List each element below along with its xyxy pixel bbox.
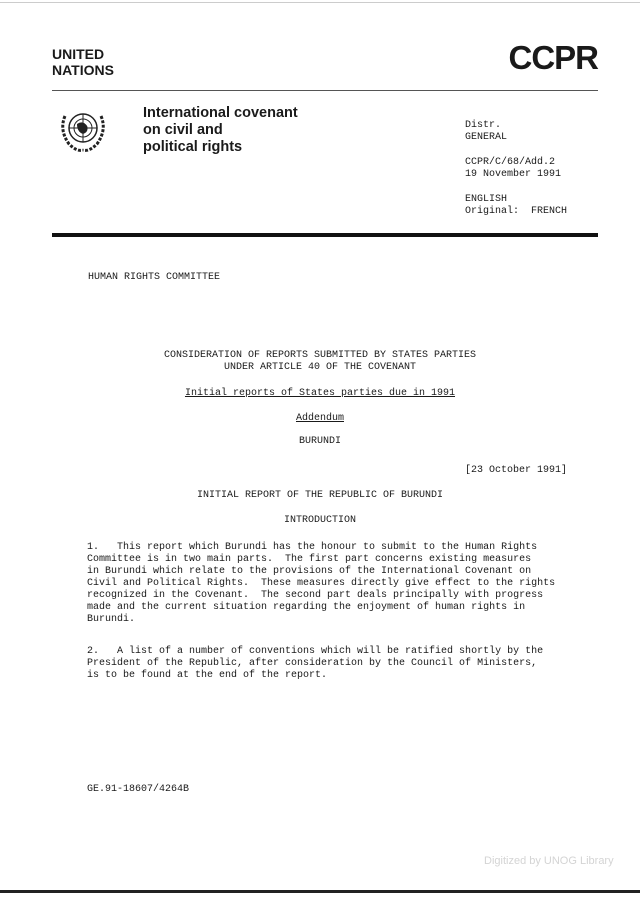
job-number: GE.91-18607/4264B [87, 784, 190, 795]
report-date: [23 October 1991] [465, 465, 568, 476]
main-heading [0, 350, 640, 374]
paragraph-2 [87, 646, 543, 682]
section-heading: INTRODUCTION [283, 515, 356, 526]
divider [52, 90, 598, 91]
text-line: Civil and Political Rights. These measures directly give effect to the rights [87, 578, 556, 589]
covenant-title [143, 105, 298, 156]
distribution-block [465, 120, 567, 218]
document-date: 19 November 1991 [465, 169, 562, 180]
subheading-text: Initial reports of States parties due in 1991 [184, 388, 456, 399]
addendum-text: Addendum [295, 413, 344, 424]
bottom-edge [0, 890, 640, 893]
distr-label: Distr. [465, 120, 502, 131]
report-title: INITIAL REPORT OF THE REPUBLIC OF BURUNDI [196, 490, 444, 501]
distr-value: GENERAL [465, 132, 508, 143]
text-line: Burundi. [87, 614, 136, 625]
org-line-1: UNITED [52, 46, 105, 62]
un-emblem-icon [55, 104, 111, 161]
language: ENGLISH [465, 194, 508, 205]
original-language: Original: FRENCH [465, 206, 568, 217]
spacer [465, 181, 567, 194]
text-line: is to be found at the end of the report. [87, 670, 328, 681]
text-line: Committee is in two main parts. The first part concerns existing measures [87, 554, 532, 565]
spacer [465, 144, 567, 157]
title-line: political rights [143, 139, 243, 155]
country: BURUNDI [298, 436, 341, 447]
watermark: Digitized by UNOG Library [484, 855, 614, 867]
document-number: CCPR/C/68/Add.2 [465, 157, 556, 168]
org-name [52, 46, 114, 78]
title-line: on civil and [143, 122, 223, 138]
text-line: 1. This report which Burundi has the honour to submit to the Human Rights [87, 542, 538, 553]
text-line: made and the current situation regarding the enjoyment of human rights in [87, 602, 526, 613]
addendum [0, 413, 640, 425]
top-edge [0, 2, 640, 3]
paragraph-1 [87, 542, 555, 626]
document-symbol: CCPR [508, 39, 598, 76]
heading-line: CONSIDERATION OF REPORTS SUBMITTED BY STATES PARTIES [163, 350, 477, 361]
text-line: in Burundi which relate to the provisions of the International Covenant on [87, 566, 532, 577]
header-rule [52, 233, 598, 237]
subheading [0, 388, 640, 400]
text-line: 2. A list of a number of conventions which will be ratified shortly by the [87, 646, 544, 657]
committee-name: HUMAN RIGHTS COMMITTEE [88, 272, 221, 283]
title-line: International covenant [143, 105, 298, 121]
org-line-2: NATIONS [52, 62, 114, 78]
text-line: recognized in the Covenant. The second part deals principally with progress [87, 590, 544, 601]
text-line: President of the Republic, after consideration by the Council of Ministers, [87, 658, 538, 669]
heading-line: UNDER ARTICLE 40 OF THE COVENANT [223, 362, 417, 373]
